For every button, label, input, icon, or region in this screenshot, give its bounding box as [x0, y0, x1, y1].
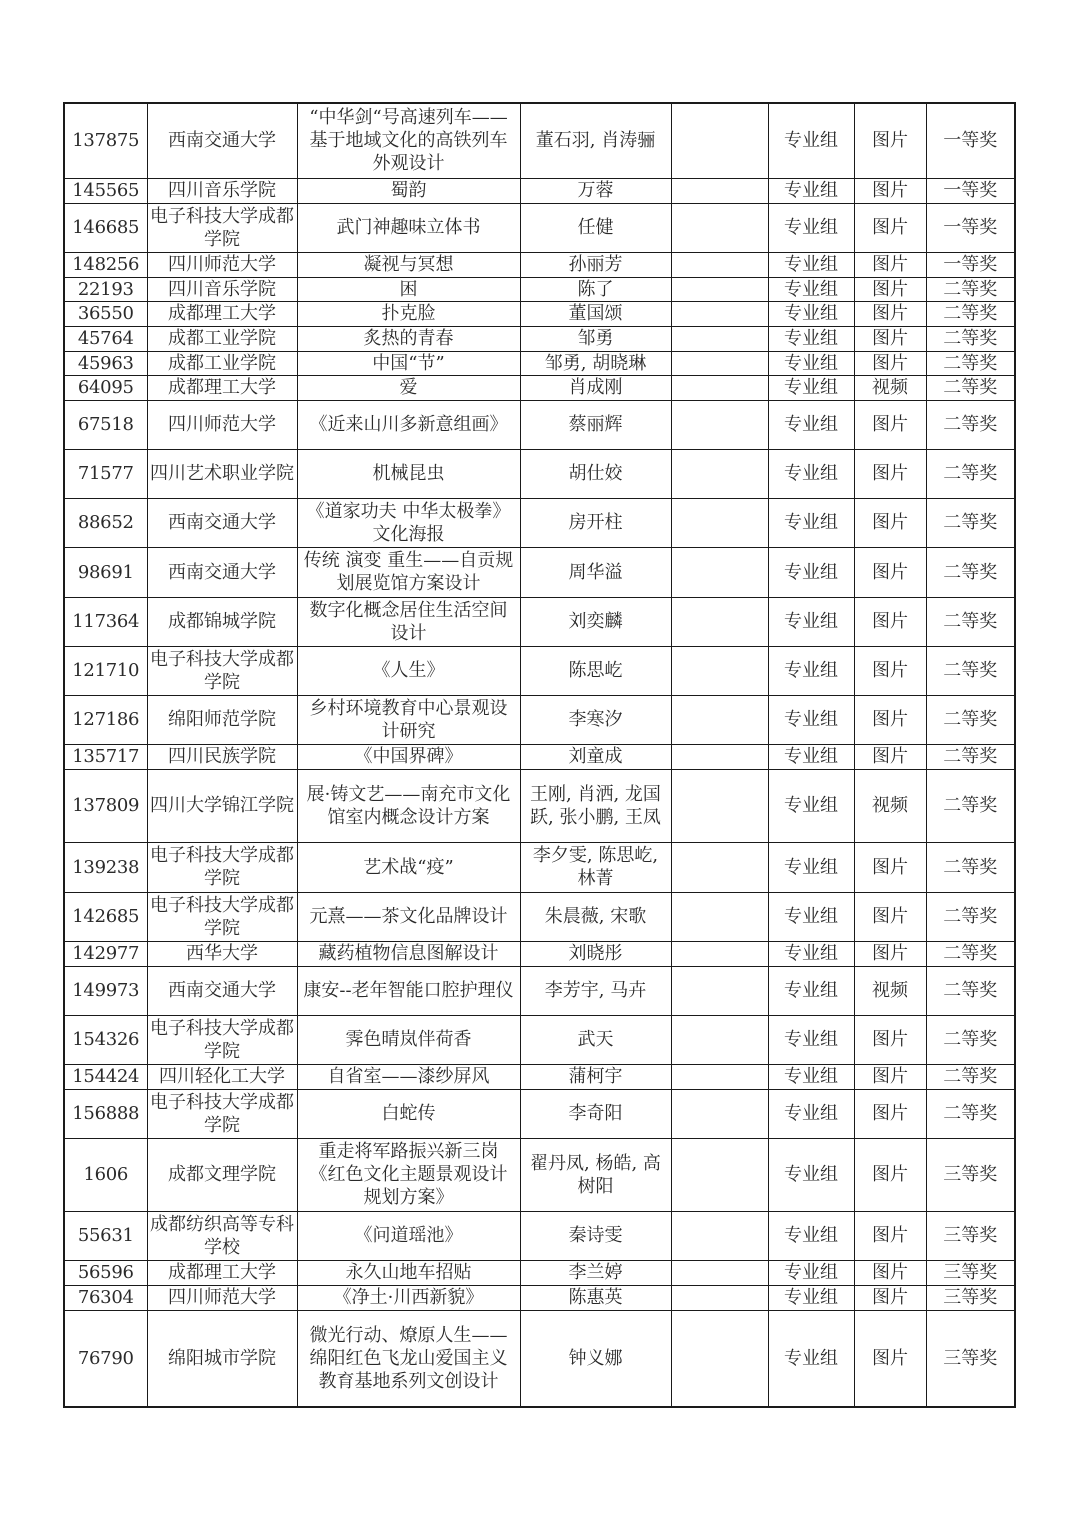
type-cell: 图片 — [854, 277, 926, 301]
school-cell: 成都理工大学 — [147, 301, 297, 326]
group-cell: 专业组 — [768, 547, 854, 597]
table-row — [64, 1089, 1015, 1138]
award-cell: 二等奖 — [926, 547, 1015, 597]
type-cell: 图片 — [854, 301, 926, 326]
type-cell: 图片 — [854, 1260, 926, 1285]
work-title-cell: 展·铸文艺——南充市文化馆室内概念设计方案 — [297, 769, 520, 842]
authors-cell: 任健 — [520, 203, 671, 252]
work-title-cell: 蜀韵 — [297, 178, 520, 203]
award-cell: 三等奖 — [926, 1285, 1015, 1310]
authors-cell: 王刚, 肖洒, 龙国跃, 张小鹏, 王凤 — [520, 769, 671, 842]
type-cell: 图片 — [854, 351, 926, 375]
work-title-cell: 永久山地车招贴 — [297, 1260, 520, 1285]
award-cell: 二等奖 — [926, 842, 1015, 892]
advisor-cell — [671, 744, 768, 769]
table-row — [64, 646, 1015, 695]
authors-cell: 李夕雯, 陈思屹, 林菁 — [520, 842, 671, 892]
school-cell: 四川师范大学 — [147, 400, 297, 449]
work-id-cell: 137809 — [64, 769, 147, 842]
award-cell: 二等奖 — [926, 351, 1015, 375]
group-cell: 专业组 — [768, 449, 854, 498]
work-id-cell: 146685 — [64, 203, 147, 252]
award-cell: 二等奖 — [926, 277, 1015, 301]
work-id-cell: 64095 — [64, 375, 147, 400]
award-cell: 二等奖 — [926, 449, 1015, 498]
table-row — [64, 892, 1015, 941]
work-title-cell: 霁色晴岚伴荷香 — [297, 1015, 520, 1064]
table-row — [64, 1211, 1015, 1260]
work-title-cell: 藏药植物信息图解设计 — [297, 941, 520, 966]
authors-cell: 董石羽, 肖涛骊 — [520, 103, 671, 178]
advisor-cell — [671, 351, 768, 375]
group-cell: 专业组 — [768, 769, 854, 842]
school-cell: 西南交通大学 — [147, 547, 297, 597]
school-cell: 成都工业学院 — [147, 326, 297, 351]
table-row — [64, 695, 1015, 744]
authors-cell: 陈了 — [520, 277, 671, 301]
type-cell: 图片 — [854, 326, 926, 351]
school-cell: 绵阳师范学院 — [147, 695, 297, 744]
type-cell: 图片 — [854, 842, 926, 892]
group-cell: 专业组 — [768, 103, 854, 178]
school-cell: 四川师范大学 — [147, 1285, 297, 1310]
work-id-cell: 1606 — [64, 1138, 147, 1211]
type-cell: 图片 — [854, 1064, 926, 1089]
work-id-cell: 88652 — [64, 498, 147, 547]
award-cell: 三等奖 — [926, 1310, 1015, 1407]
table-row — [64, 1138, 1015, 1211]
school-cell: 四川音乐学院 — [147, 277, 297, 301]
table-row — [64, 449, 1015, 498]
school-cell: 西南交通大学 — [147, 103, 297, 178]
advisor-cell — [671, 203, 768, 252]
type-cell: 图片 — [854, 744, 926, 769]
table-row — [64, 1285, 1015, 1310]
authors-cell: 武天 — [520, 1015, 671, 1064]
award-cell: 二等奖 — [926, 892, 1015, 941]
authors-cell: 蔡丽辉 — [520, 400, 671, 449]
table-row — [64, 351, 1015, 375]
advisor-cell — [671, 1064, 768, 1089]
award-cell: 二等奖 — [926, 1015, 1015, 1064]
award-cell: 三等奖 — [926, 1138, 1015, 1211]
school-cell: 电子科技大学成都学院 — [147, 646, 297, 695]
table-row — [64, 1015, 1015, 1064]
authors-cell: 陈惠英 — [520, 1285, 671, 1310]
type-cell: 图片 — [854, 547, 926, 597]
authors-cell: 周华溢 — [520, 547, 671, 597]
work-id-cell: 149973 — [64, 966, 147, 1015]
authors-cell: 陈思屹 — [520, 646, 671, 695]
table-row — [64, 547, 1015, 597]
advisor-cell — [671, 646, 768, 695]
type-cell: 图片 — [854, 178, 926, 203]
work-title-cell: 《中国界碑》 — [297, 744, 520, 769]
award-cell: 二等奖 — [926, 326, 1015, 351]
advisor-cell — [671, 1138, 768, 1211]
group-cell: 专业组 — [768, 892, 854, 941]
type-cell: 图片 — [854, 646, 926, 695]
advisor-cell — [671, 966, 768, 1015]
award-cell: 二等奖 — [926, 695, 1015, 744]
table-row — [64, 203, 1015, 252]
advisor-cell — [671, 1089, 768, 1138]
advisor-cell — [671, 400, 768, 449]
award-cell: 二等奖 — [926, 769, 1015, 842]
awards-table — [63, 102, 1016, 1408]
work-id-cell: 45963 — [64, 351, 147, 375]
table-row — [64, 326, 1015, 351]
group-cell: 专业组 — [768, 351, 854, 375]
school-cell: 成都工业学院 — [147, 351, 297, 375]
work-title-cell: 扑克脸 — [297, 301, 520, 326]
award-cell: 二等奖 — [926, 1089, 1015, 1138]
advisor-cell — [671, 1015, 768, 1064]
table-row — [64, 375, 1015, 400]
award-cell: 二等奖 — [926, 375, 1015, 400]
school-cell: 成都理工大学 — [147, 375, 297, 400]
advisor-cell — [671, 498, 768, 547]
type-cell: 图片 — [854, 941, 926, 966]
group-cell: 专业组 — [768, 1211, 854, 1260]
group-cell: 专业组 — [768, 1064, 854, 1089]
work-id-cell: 142977 — [64, 941, 147, 966]
work-title-cell: 《道家功夫 中华太极拳》文化海报 — [297, 498, 520, 547]
authors-cell: 刘童成 — [520, 744, 671, 769]
advisor-cell — [671, 695, 768, 744]
award-cell: 二等奖 — [926, 966, 1015, 1015]
group-cell: 专业组 — [768, 1310, 854, 1407]
group-cell: 专业组 — [768, 498, 854, 547]
table-row — [64, 178, 1015, 203]
table-row — [64, 966, 1015, 1015]
authors-cell: 孙丽芳 — [520, 252, 671, 277]
group-cell: 专业组 — [768, 695, 854, 744]
group-cell: 专业组 — [768, 1089, 854, 1138]
work-id-cell: 98691 — [64, 547, 147, 597]
advisor-cell — [671, 1310, 768, 1407]
authors-cell: 董国颂 — [520, 301, 671, 326]
type-cell: 图片 — [854, 892, 926, 941]
work-id-cell: 135717 — [64, 744, 147, 769]
table-row — [64, 252, 1015, 277]
school-cell: 西华大学 — [147, 941, 297, 966]
work-title-cell: 艺术战“疫” — [297, 842, 520, 892]
work-id-cell: 156888 — [64, 1089, 147, 1138]
work-title-cell: 《人生》 — [297, 646, 520, 695]
school-cell: 四川轻化工大学 — [147, 1064, 297, 1089]
advisor-cell — [671, 178, 768, 203]
work-title-cell: 炙热的青春 — [297, 326, 520, 351]
work-id-cell: 127186 — [64, 695, 147, 744]
type-cell: 视频 — [854, 375, 926, 400]
type-cell: 图片 — [854, 695, 926, 744]
award-cell: 三等奖 — [926, 1211, 1015, 1260]
award-cell: 一等奖 — [926, 252, 1015, 277]
work-id-cell: 154326 — [64, 1015, 147, 1064]
authors-cell: 钟义娜 — [520, 1310, 671, 1407]
advisor-cell — [671, 842, 768, 892]
work-id-cell: 121710 — [64, 646, 147, 695]
school-cell: 四川大学锦江学院 — [147, 769, 297, 842]
award-cell: 二等奖 — [926, 941, 1015, 966]
group-cell: 专业组 — [768, 301, 854, 326]
work-title-cell: 困 — [297, 277, 520, 301]
award-cell: 二等奖 — [926, 498, 1015, 547]
type-cell: 图片 — [854, 1015, 926, 1064]
authors-cell: 肖成刚 — [520, 375, 671, 400]
authors-cell: 房开柱 — [520, 498, 671, 547]
work-id-cell: 71577 — [64, 449, 147, 498]
table-row — [64, 1064, 1015, 1089]
work-title-cell: 《净土·川西新貌》 — [297, 1285, 520, 1310]
work-id-cell: 76304 — [64, 1285, 147, 1310]
work-id-cell: 36550 — [64, 301, 147, 326]
work-title-cell: 传统 演变 重生——自贡规划展览馆方案设计 — [297, 547, 520, 597]
award-cell: 一等奖 — [926, 103, 1015, 178]
school-cell: 西南交通大学 — [147, 498, 297, 547]
group-cell: 专业组 — [768, 178, 854, 203]
school-cell: 四川音乐学院 — [147, 178, 297, 203]
advisor-cell — [671, 1260, 768, 1285]
work-id-cell: 154424 — [64, 1064, 147, 1089]
award-cell: 二等奖 — [926, 646, 1015, 695]
advisor-cell — [671, 547, 768, 597]
work-id-cell: 76790 — [64, 1310, 147, 1407]
advisor-cell — [671, 1285, 768, 1310]
authors-cell: 李芳宇, 马卉 — [520, 966, 671, 1015]
school-cell: 绵阳城市学院 — [147, 1310, 297, 1407]
award-cell: 二等奖 — [926, 400, 1015, 449]
work-id-cell: 137875 — [64, 103, 147, 178]
advisor-cell — [671, 769, 768, 842]
authors-cell: 李兰婷 — [520, 1260, 671, 1285]
award-cell: 二等奖 — [926, 744, 1015, 769]
work-id-cell: 148256 — [64, 252, 147, 277]
advisor-cell — [671, 892, 768, 941]
school-cell: 四川艺术职业学院 — [147, 449, 297, 498]
award-cell: 二等奖 — [926, 301, 1015, 326]
work-title-cell: 康安--老年智能口腔护理仪 — [297, 966, 520, 1015]
type-cell: 图片 — [854, 1089, 926, 1138]
authors-cell: 邹勇 — [520, 326, 671, 351]
table-row — [64, 769, 1015, 842]
authors-cell: 刘奕麟 — [520, 597, 671, 646]
type-cell: 图片 — [854, 203, 926, 252]
group-cell: 专业组 — [768, 744, 854, 769]
award-cell: 二等奖 — [926, 597, 1015, 646]
work-title-cell: 凝视与冥想 — [297, 252, 520, 277]
school-cell: 电子科技大学成都学院 — [147, 842, 297, 892]
group-cell: 专业组 — [768, 646, 854, 695]
school-cell: 电子科技大学成都学院 — [147, 203, 297, 252]
table-row — [64, 941, 1015, 966]
table-row — [64, 597, 1015, 646]
award-cell: 一等奖 — [926, 178, 1015, 203]
advisor-cell — [671, 375, 768, 400]
authors-cell: 蒲柯宇 — [520, 1064, 671, 1089]
advisor-cell — [671, 941, 768, 966]
group-cell: 专业组 — [768, 326, 854, 351]
group-cell: 专业组 — [768, 1260, 854, 1285]
group-cell: 专业组 — [768, 375, 854, 400]
work-id-cell: 55631 — [64, 1211, 147, 1260]
school-cell: 电子科技大学成都学院 — [147, 892, 297, 941]
table-row — [64, 1310, 1015, 1407]
work-title-cell: 自省室——漆纱屏风 — [297, 1064, 520, 1089]
table-row — [64, 103, 1015, 178]
table-row — [64, 842, 1015, 892]
group-cell: 专业组 — [768, 1138, 854, 1211]
authors-cell: 李寒汐 — [520, 695, 671, 744]
work-title-cell: 元熹——茶文化品牌设计 — [297, 892, 520, 941]
group-cell: 专业组 — [768, 1285, 854, 1310]
work-id-cell: 22193 — [64, 277, 147, 301]
school-cell: 成都理工大学 — [147, 1260, 297, 1285]
advisor-cell — [671, 277, 768, 301]
school-cell: 电子科技大学成都学院 — [147, 1015, 297, 1064]
group-cell: 专业组 — [768, 842, 854, 892]
type-cell: 图片 — [854, 252, 926, 277]
work-title-cell: 武门神趣味立体书 — [297, 203, 520, 252]
type-cell: 图片 — [854, 1310, 926, 1407]
authors-cell: 翟丹凤, 杨皓, 高树阳 — [520, 1138, 671, 1211]
group-cell: 专业组 — [768, 1015, 854, 1064]
type-cell: 图片 — [854, 449, 926, 498]
work-id-cell: 56596 — [64, 1260, 147, 1285]
group-cell: 专业组 — [768, 203, 854, 252]
work-id-cell: 139238 — [64, 842, 147, 892]
work-title-cell: 《近来山川多新意组画》 — [297, 400, 520, 449]
authors-cell: 李奇阳 — [520, 1089, 671, 1138]
work-title-cell: 白蛇传 — [297, 1089, 520, 1138]
table-row — [64, 498, 1015, 547]
table-body — [64, 103, 1015, 1407]
advisor-cell — [671, 103, 768, 178]
work-id-cell: 117364 — [64, 597, 147, 646]
work-id-cell: 142685 — [64, 892, 147, 941]
type-cell: 图片 — [854, 1138, 926, 1211]
school-cell: 成都纺织高等专科学校 — [147, 1211, 297, 1260]
authors-cell: 万蓉 — [520, 178, 671, 203]
award-cell: 二等奖 — [926, 1064, 1015, 1089]
advisor-cell — [671, 597, 768, 646]
work-title-cell: 爱 — [297, 375, 520, 400]
type-cell: 图片 — [854, 103, 926, 178]
table-row — [64, 1260, 1015, 1285]
authors-cell: 胡仕姣 — [520, 449, 671, 498]
type-cell: 视频 — [854, 966, 926, 1015]
school-cell: 西南交通大学 — [147, 966, 297, 1015]
authors-cell: 邹勇, 胡晓琳 — [520, 351, 671, 375]
table-row — [64, 400, 1015, 449]
type-cell: 图片 — [854, 597, 926, 646]
type-cell: 图片 — [854, 498, 926, 547]
work-id-cell: 45764 — [64, 326, 147, 351]
group-cell: 专业组 — [768, 277, 854, 301]
work-title-cell: 乡村环境教育中心景观设计研究 — [297, 695, 520, 744]
advisor-cell — [671, 301, 768, 326]
table-row — [64, 744, 1015, 769]
advisor-cell — [671, 252, 768, 277]
school-cell: 成都锦城学院 — [147, 597, 297, 646]
group-cell: 专业组 — [768, 941, 854, 966]
type-cell: 图片 — [854, 1211, 926, 1260]
work-title-cell: 数字化概念居住生活空间设计 — [297, 597, 520, 646]
type-cell: 图片 — [854, 1285, 926, 1310]
work-id-cell: 145565 — [64, 178, 147, 203]
authors-cell: 刘晓彤 — [520, 941, 671, 966]
type-cell: 图片 — [854, 400, 926, 449]
work-title-cell: 中国“节” — [297, 351, 520, 375]
group-cell: 专业组 — [768, 966, 854, 1015]
award-cell: 三等奖 — [926, 1260, 1015, 1285]
work-title-cell: 《问道瑶池》 — [297, 1211, 520, 1260]
school-cell: 成都文理学院 — [147, 1138, 297, 1211]
work-title-cell: 重走将军路振兴新三岗《红色文化主题景观设计规划方案》 — [297, 1138, 520, 1211]
authors-cell: 朱晨薇, 宋歌 — [520, 892, 671, 941]
authors-cell: 秦诗雯 — [520, 1211, 671, 1260]
group-cell: 专业组 — [768, 400, 854, 449]
type-cell: 视频 — [854, 769, 926, 842]
group-cell: 专业组 — [768, 597, 854, 646]
advisor-cell — [671, 1211, 768, 1260]
advisor-cell — [671, 326, 768, 351]
table-row — [64, 277, 1015, 301]
award-cell: 一等奖 — [926, 203, 1015, 252]
work-id-cell: 67518 — [64, 400, 147, 449]
group-cell: 专业组 — [768, 252, 854, 277]
table-row — [64, 301, 1015, 326]
advisor-cell — [671, 449, 768, 498]
work-title-cell: 微光行动、燎原人生——绵阳红色飞龙山爱国主义教育基地系列文创设计 — [297, 1310, 520, 1407]
school-cell: 四川民族学院 — [147, 744, 297, 769]
school-cell: 电子科技大学成都学院 — [147, 1089, 297, 1138]
work-title-cell: 机械昆虫 — [297, 449, 520, 498]
work-title-cell: “中华剑“号高速列车——基于地域文化的高铁列车外观设计 — [297, 103, 520, 178]
school-cell: 四川师范大学 — [147, 252, 297, 277]
